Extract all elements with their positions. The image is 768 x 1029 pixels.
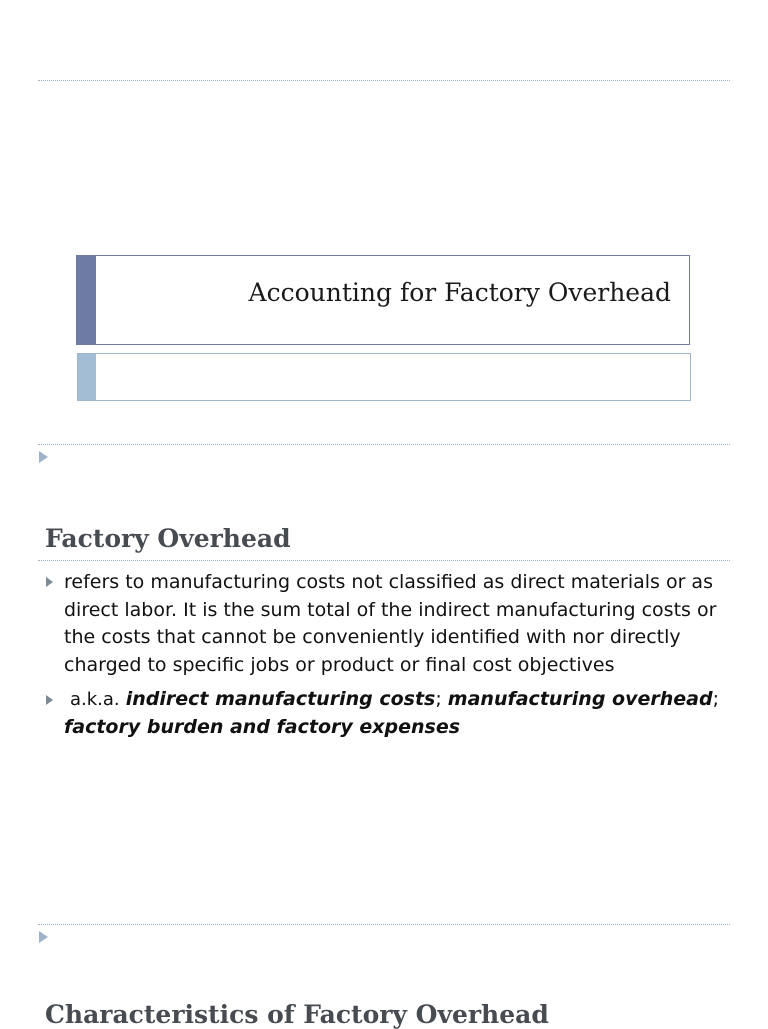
subtitle-accent-bar (78, 354, 96, 400)
slide-divider (38, 924, 730, 925)
aka-term: factory burden and factory expenses (64, 715, 461, 738)
title-placeholder (76, 255, 690, 345)
aka-prefix: a.k.a. (70, 689, 120, 710)
slide-heading: Characteristics of Factory Overhead (45, 1000, 549, 1029)
aka-separator: ; (712, 688, 719, 710)
slide-heading: Factory Overhead (45, 524, 291, 553)
heading-underline (38, 560, 730, 561)
slide-divider (38, 444, 730, 445)
bullet-arrow-icon (46, 695, 53, 705)
subtitle-placeholder (77, 353, 691, 401)
bullet-definition: refers to manufacturing costs not classified as direct materials or as direct labor. It is the sum total of the indirect manufacturing costs or the costs that cannot be conveniently identified with nor directly charged to specific jobs or product or final cost objectives (64, 571, 717, 676)
triangle-marker-icon (39, 931, 48, 943)
slide-divider (38, 80, 730, 81)
bullet-arrow-icon (46, 577, 53, 587)
aka-separator: ; (435, 688, 442, 710)
triangle-marker-icon (39, 451, 48, 463)
bullet-aka (64, 686, 724, 741)
aka-term: manufacturing overhead (447, 688, 713, 710)
title-accent-bar (77, 256, 96, 344)
slide-title: Accounting for Factory Overhead (248, 278, 671, 307)
aka-term: indirect manufacturing costs (125, 688, 436, 710)
